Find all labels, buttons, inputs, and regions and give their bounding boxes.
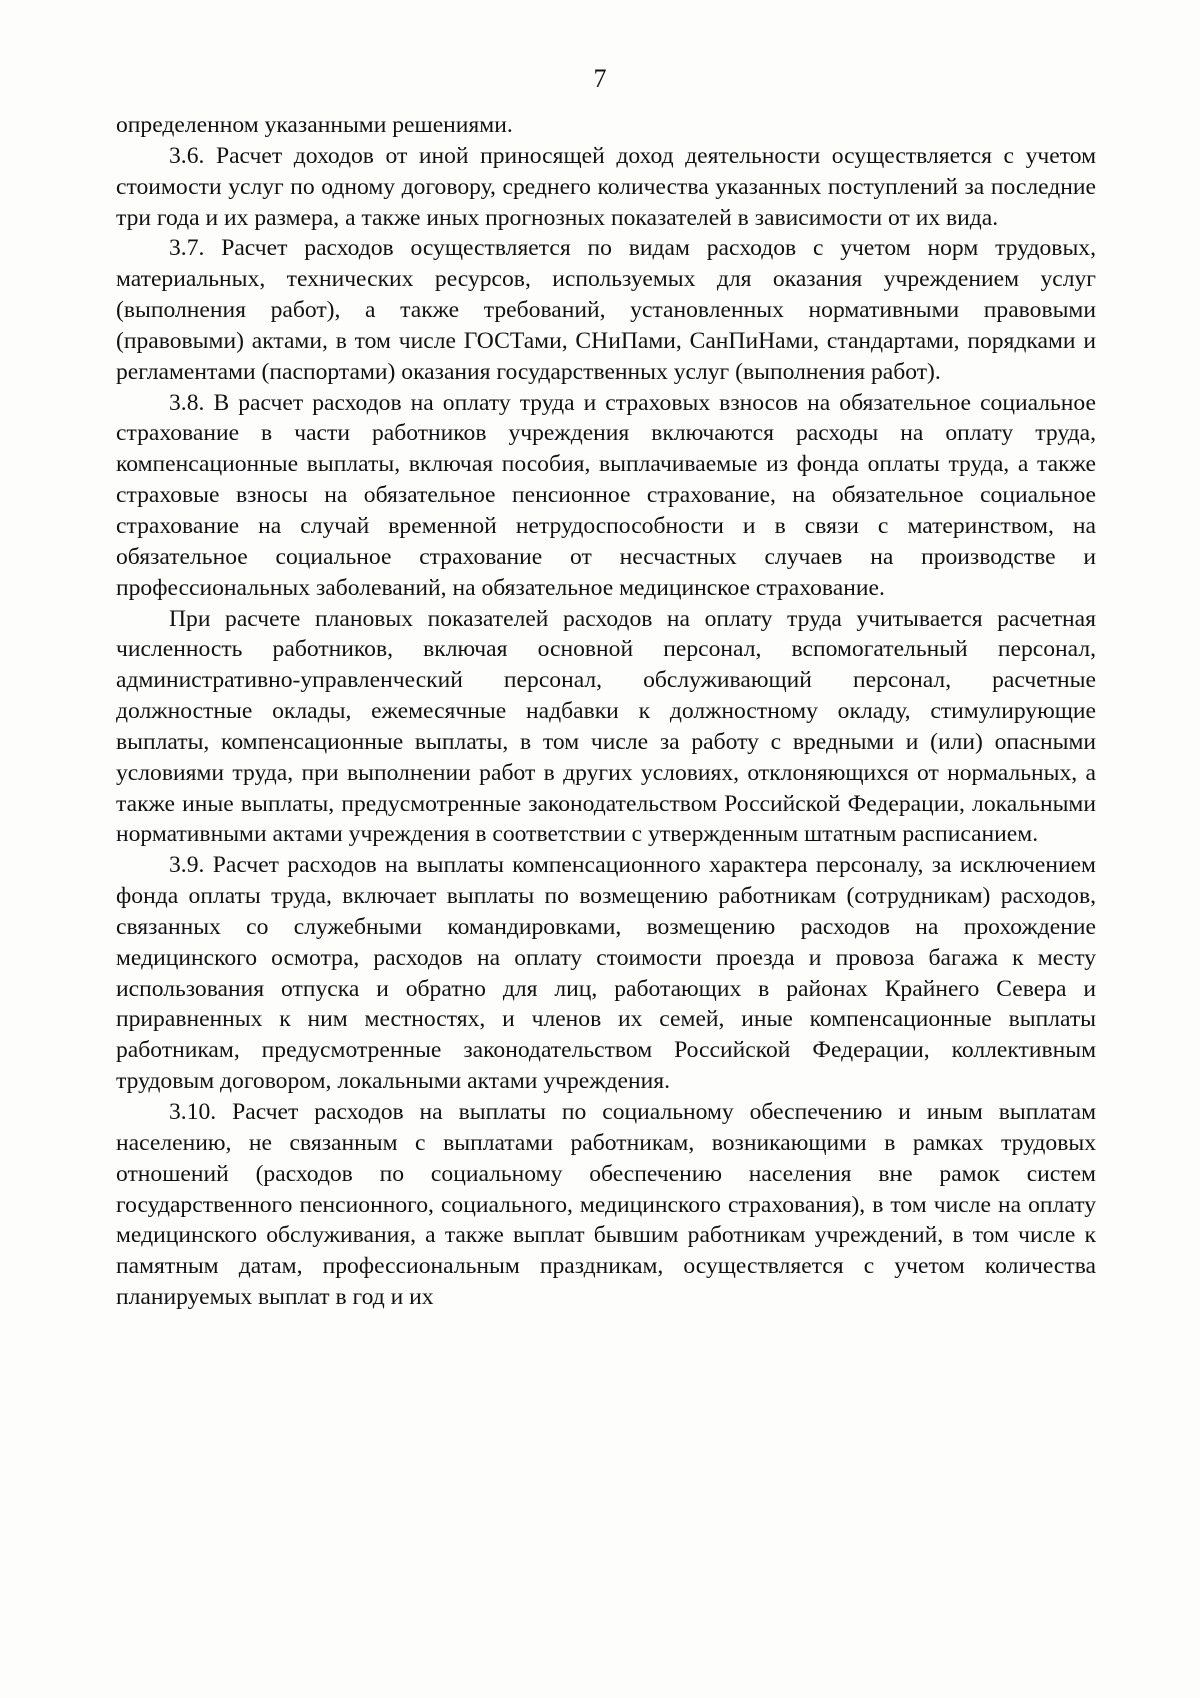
paragraph-continuation: определенном указанными решениями. xyxy=(116,112,513,138)
paragraph-3-9: 3.9. Расчет расходов на выплаты компенсационного характера персоналу, за исключением фонда оплаты труда, включает выплаты по возмещению работникам (сотрудникам) расходов, связанных со служебными командировками, возмещению расходов на прохождение медицинского осмотра, расходов на оплату стоимости проезда и провоза багажа к месту использования отпуска и обратно для лиц, работающих в районах Крайнего Севера и приравненных к ним местностях, и членов их семей, иные компенсационные выплаты работникам, предусмотренные законодательством Российской Федерации, коллективным трудовым договором, локальными актами учреждения. xyxy=(116,852,1096,1095)
page-number: 7 xyxy=(593,64,607,93)
paragraph-3-8-planning: При расчете плановых показателей расходов на оплату труда учитывается расчетная численность работников, включая основной персонал, вспомогательный персонал, административно-управленческий персонал, обслуживающий персонал, расчетные должностные оклады, ежемесячные надбавки к должностному окладу, стимулирующие выплаты, компенсационные выплаты, в том числе за работу с вредными и (или) опасными условиями труда, при выполнении работ в других условиях, отклоняющихся от нормальных, а также иные выплаты, предусмотренные законодательством Российской Федерации, локальными нормативными актами учреждения в соответствии с утвержденным штатным расписанием. xyxy=(116,605,1096,848)
paragraph-3-8: 3.8. В расчет расходов на оплату труда и страховых взносов на обязательное социальное страхование в части работников учреждения включаются расходы на оплату труда, компенсационные выплаты, включая пособия, выплачиваемые из фонда оплаты труда, а также страховые взносы на обязательное пенсионное страхование, на обязательное социальное страхование на случай временной нетрудоспособности и в связи с материнством, на обязательное социальное страхование от несчастных случаев на производстве и профессиональных заболеваний, на обязательное медицинское страхование. xyxy=(116,389,1096,601)
document-body xyxy=(116,110,1096,1313)
paragraph-3-10: 3.10. Расчет расходов на выплаты по социальному обеспечению и иным выплатам населению, не связанным с выплатами работникам, возникающими в рамках трудовых отношений (расходов по социальному обеспечению населения вне рамок систем государственного пенсионного, социального, медицинского страхования), в том числе на оплату медицинского обслуживания, а также выплат бывшим работникам учреждений, в том числе к памятным датам, профессиональным праздникам, осуществляется с учетом количества планируемых выплат в год и их xyxy=(116,1099,1096,1311)
paragraph-3-7: 3.7. Расчет расходов осуществляется по видам расходов с учетом норм трудовых, материальных, технических ресурсов, используемых для оказания учреждением услуг (выполнения работ), а также требований, установленных нормативными правовыми (правовыми) актами, в том числе ГОСТами, СНиПами, СанПиНами, стандартами, порядками и регламентами (паспортами) оказания государственных услуг (выполнения работ). xyxy=(116,235,1096,385)
paragraph-3-6: 3.6. Расчет доходов от иной приносящей доход деятельности осуществляется с учетом стоимости услуг по одному договору, среднего количества указанных поступлений за последние три года и их размера, а также иных прогнозных показателей в зависимости от их вида. xyxy=(116,142,1096,231)
